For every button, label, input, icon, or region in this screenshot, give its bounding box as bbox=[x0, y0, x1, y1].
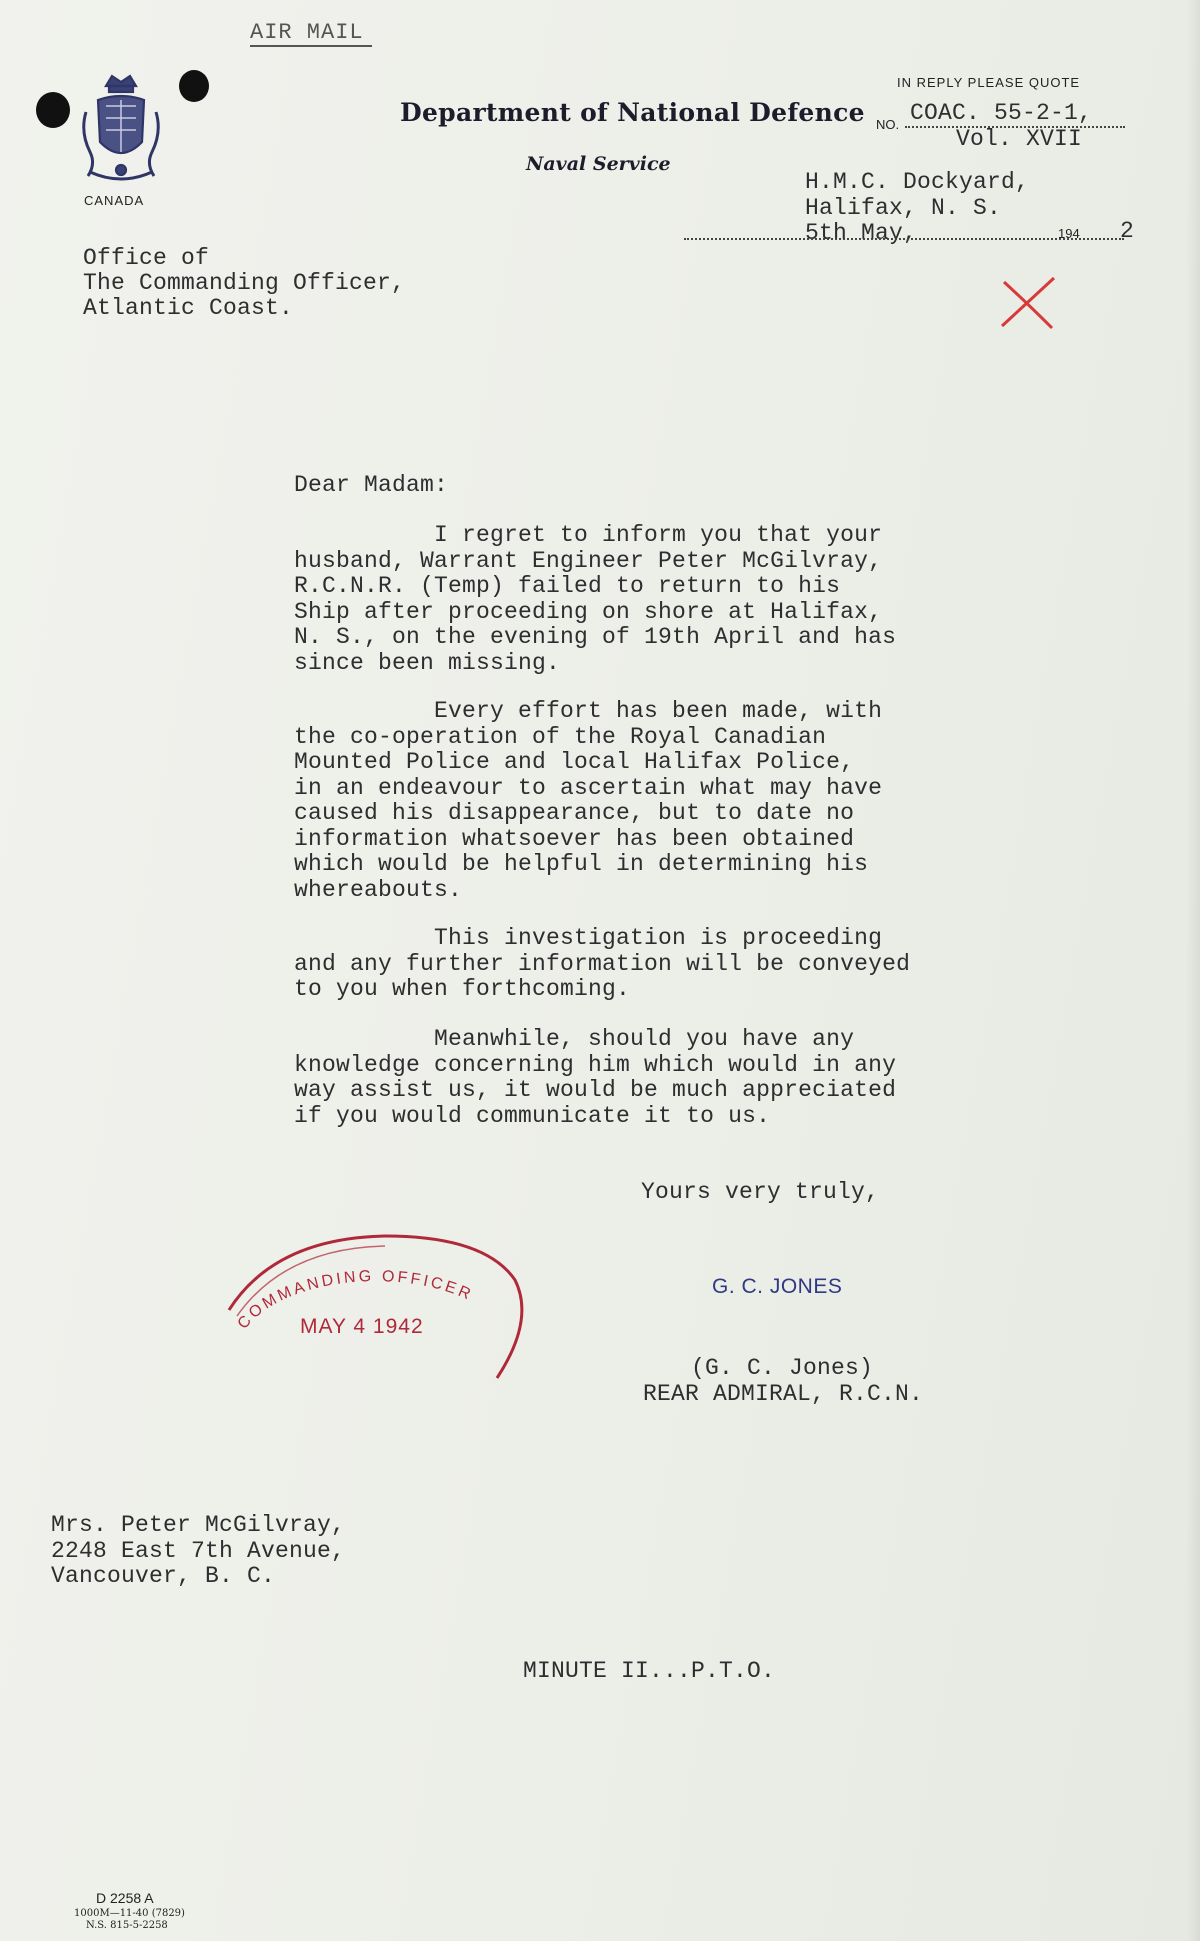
page-edge-shadow bbox=[1186, 0, 1200, 1941]
paragraph-line: to you when forthcoming. bbox=[294, 976, 631, 1002]
minute-note: MINUTE II...P.T.O. bbox=[523, 1658, 776, 1684]
paragraph-2 bbox=[294, 699, 882, 903]
paragraph-line: Mounted Police and local Halifax Police, bbox=[294, 749, 855, 775]
form-print-line1: 1000M—11-40 (7829) bbox=[74, 1908, 185, 1919]
paragraph-line: Every effort has been made, with bbox=[294, 698, 883, 724]
sender-line2: The Commanding Officer, bbox=[83, 270, 406, 296]
department-heading: Department of National Defence bbox=[400, 98, 865, 127]
paragraph-line: the co-operation of the Royal Canadian bbox=[294, 723, 827, 750]
paragraph-line: and any further information will be conveyed bbox=[294, 950, 911, 977]
paragraph-line: way assist us, it would be much appreciated bbox=[294, 1077, 897, 1103]
punch-hole-left bbox=[36, 92, 70, 128]
punch-hole-right bbox=[179, 70, 209, 102]
air-mail-underline bbox=[250, 45, 372, 47]
signature-rank: REAR ADMIRAL, R.C.N. bbox=[643, 1381, 924, 1407]
dockyard-address-line1: H.M.C. Dockyard, bbox=[805, 169, 1030, 195]
reply-label: IN REPLY PLEASE QUOTE bbox=[897, 75, 1081, 90]
sender-line1: Office of bbox=[83, 245, 210, 271]
commanding-officer-stamp bbox=[215, 1220, 545, 1390]
paragraph-line: Ship after proceeding on shore at Halifax, bbox=[294, 598, 883, 625]
paragraph-line: Meanwhile, should you have any bbox=[294, 1026, 855, 1052]
stamped-signature: G. C. JONES bbox=[712, 1275, 843, 1298]
recipient-line1: Mrs. Peter McGilvray, bbox=[51, 1512, 346, 1538]
recipient-line2: 2248 East 7th Avenue, bbox=[51, 1538, 346, 1564]
paragraph-3 bbox=[294, 926, 910, 1003]
dockyard-address-line2: Halifax, N. S. bbox=[805, 195, 1002, 221]
recipient-line3: Vancouver, B. C. bbox=[51, 1563, 276, 1589]
canada-crest-icon bbox=[76, 72, 166, 190]
typed-signature-name: (G. C. Jones) bbox=[691, 1355, 874, 1381]
air-mail-label: AIR MAIL bbox=[250, 20, 364, 45]
service-heading: Naval Service bbox=[526, 153, 671, 175]
crest-caption: CANADA bbox=[84, 193, 145, 208]
paragraph-line: since been missing. bbox=[294, 649, 561, 676]
closing: Yours very truly, bbox=[641, 1179, 880, 1205]
sender-line3: Atlantic Coast. bbox=[83, 295, 294, 321]
paragraph-line: if you would communicate it to us. bbox=[294, 1102, 771, 1129]
paragraph-1 bbox=[294, 523, 896, 676]
paragraph-line: husband, Warrant Engineer Peter McGilvray, bbox=[294, 547, 883, 574]
paragraph-4 bbox=[294, 1027, 896, 1129]
letter-date: 5th May, bbox=[805, 220, 918, 246]
paragraph-line: This investigation is proceeding bbox=[294, 925, 883, 951]
paragraph-line: I regret to inform you that your bbox=[294, 522, 883, 548]
paragraph-line: which would be helpful in determining his bbox=[294, 851, 869, 877]
paragraph-line: R.C.N.R. (Temp) failed to return to his bbox=[294, 573, 841, 599]
year-suffix: 2 bbox=[1120, 218, 1135, 244]
paragraph-line: knowledge concerning him which would in any bbox=[294, 1051, 897, 1078]
form-number: D 2258 A bbox=[96, 1890, 154, 1906]
paragraph-line: in an endeavour to ascertain what may have bbox=[294, 774, 883, 801]
reference-volume: Vol. XVII bbox=[956, 126, 1083, 152]
salutation: Dear Madam: bbox=[294, 472, 449, 498]
paragraph-line: information whatsoever has been obtained bbox=[294, 825, 855, 852]
stamp-date: MAY 4 1942 bbox=[300, 1315, 424, 1338]
form-print-line2: N.S. 815-5-2258 bbox=[86, 1920, 168, 1931]
stamp-arc-text: COMMANDING OFFICER bbox=[234, 1268, 476, 1333]
paragraph-line: whereabouts. bbox=[294, 876, 463, 903]
year-prefix: 194 bbox=[1058, 226, 1080, 241]
paragraph-line: caused his disappearance, but to date no bbox=[294, 800, 855, 826]
reference-number: COAC. 55-2-1, bbox=[910, 100, 1093, 126]
number-label: NO. bbox=[876, 117, 900, 132]
red-x-mark-icon bbox=[996, 272, 1062, 334]
paragraph-line: N. S., on the evening of 19th April and has bbox=[294, 624, 897, 650]
